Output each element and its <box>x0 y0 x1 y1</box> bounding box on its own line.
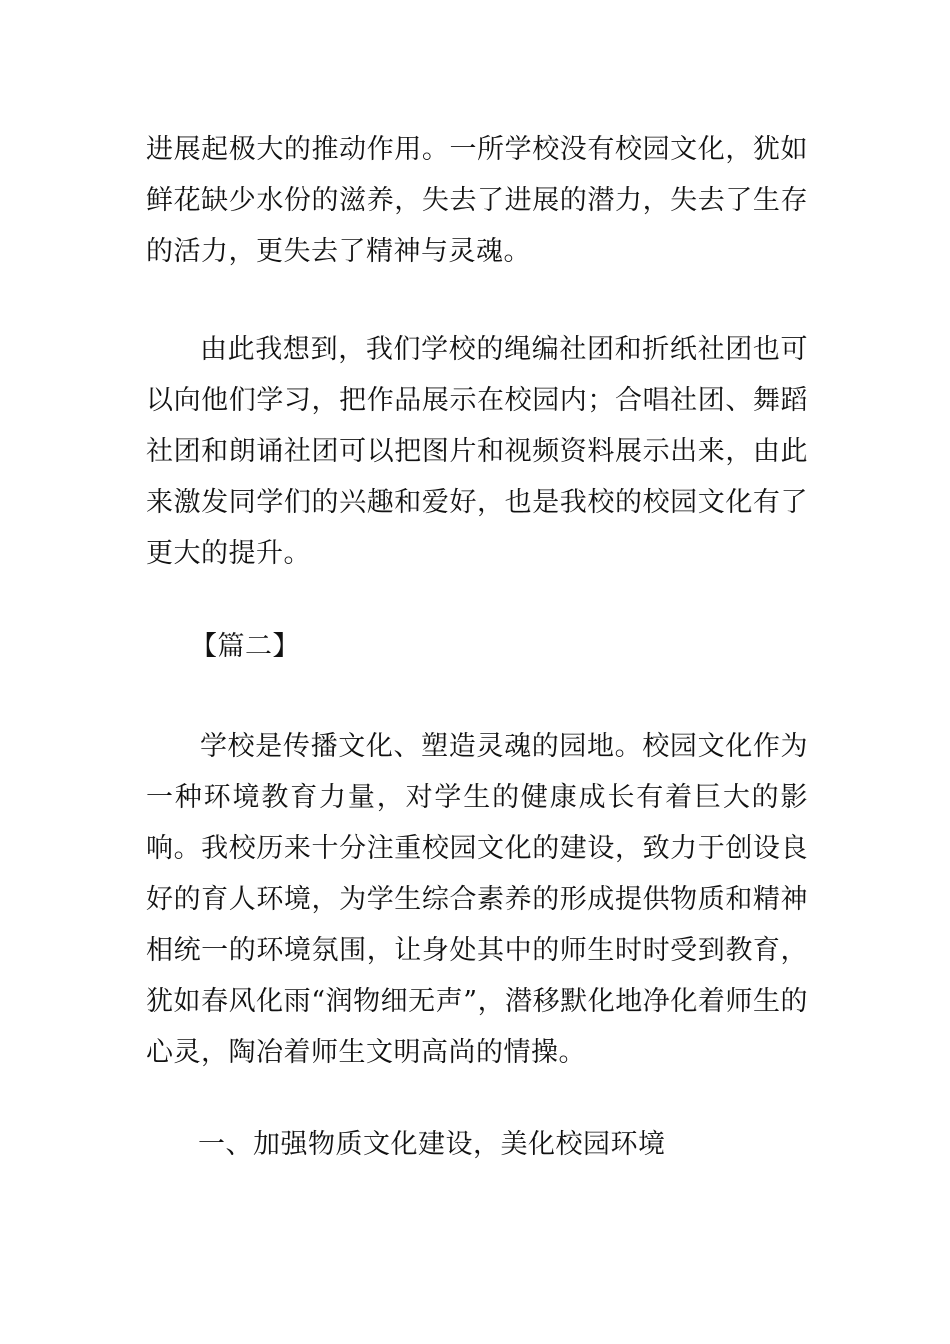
subsection-heading-material-culture: 一、加强物质文化建设，美化校园环境 <box>198 1129 666 1160</box>
paragraph-continuation: 进展起极大的推动作用。一所学校没有校园文化，犹如鲜花缺少水份的滋养，失去了进展的潜力，失去了生存的活力，更失去了精神与灵魂。 <box>146 134 808 267</box>
paragraph-school-culture: 学校是传播文化、塑造灵魂的园地。校园文化作为一种环境教育力量，对学生的健康成长有着巨大的影响。我校历来十分注重校园文化的建设，致力于创设良好的育人环境，为学生综合素养的形成提供物质和精神相统一的环境氛围，让身处其中的师生时时受到教育，犹如春风化雨“润物细无声”，潜移默化地净化着师生的心灵，陶冶着师生文明高尚的情操。 <box>146 731 808 1068</box>
paragraph-club-display: 由此我想到，我们学校的绳编社团和折纸社团也可以向他们学习，把作品展示在校园内；合唱社团、舞蹈社团和朗诵社团可以把图片和视频资料展示出来，由此来激发同学们的兴趣和爱好，也是我校的校园文化有了更大的提升。 <box>146 334 808 569</box>
section-title-part-two: 【篇二】 <box>190 631 300 662</box>
